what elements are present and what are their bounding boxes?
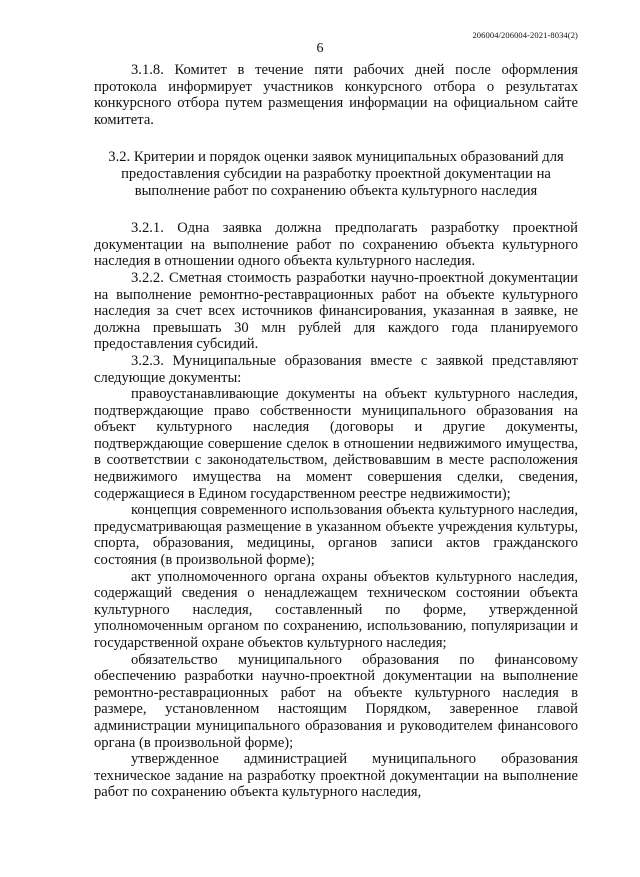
paragraph-3-2-2: 3.2.2. Сметная стоимость разработки научно-проектной документации на выполнение ремонтно-реставрационных работ на объекте культурного наследия за счет всех источников финансирования, указанная в заявке, не должна превышать 30 млн рублей для каждого года планируемого предоставления субсидий. xyxy=(94,269,578,353)
list-item-title-documents: правоустанавливающие документы на объект культурного наследия, подтверждающие право собственности муниципального образования на объект культурного наследия (договоры и другие документы, подтверждающие совершение сделок в отношении недвижимого имущества, в соответствии с законодательством, действовавшим в месте расположения недвижимого имущества на момент совершения сделки, сведения, содержащиеся в Едином государственном реестре недвижимости); xyxy=(94,386,578,502)
list-item-financing-obligation: обязательство муниципального образования по финансовому обеспечению разработки научно-проектной документации на выполнение ремонтно-реставрационных работ на объекте культурного наследия в размере, установленном настоящим Порядком, заверенное главой администрации муниципального образования и руководителем финансового органа (в произвольной форме); xyxy=(94,651,578,751)
document-body xyxy=(94,62,578,801)
list-item-usage-concept: концепция современного использования объекта культурного наследия, предусматривающая размещение в указанном объекте учреждения культуры, спорта, образования, медицины, органов записи актов гражданского состояния (в произвольной форме); xyxy=(94,502,578,569)
paragraph-3-2-3: 3.2.3. Муниципальные образования вместе с заявкой представляют следующие документы: xyxy=(94,352,578,386)
paragraph-3-2-1: 3.2.1. Одна заявка должна предполагать разработку проектной документации на выполнение работ по сохранению объекта культурного наследия в отношении одного объекта культурного наследия. xyxy=(94,220,578,270)
document-id: 206004/206004-2021-8034(2) xyxy=(472,30,578,40)
page-number: 6 xyxy=(316,41,324,56)
section-heading-3-2: 3.2. Критерии и порядок оценки заявок муниципальных образований для предоставления субсидии на разработку проектной документации на выполнение работ по сохранению объекта культурного наследия xyxy=(108,149,564,199)
list-item-condition-act: акт уполномоченного органа охраны объектов культурного наследия, содержащий сведения о ненадлежащем техническом состоянии объекта культурного наследия, составленный по форме, утвержденной уполномоченным органом по сохранению, использованию, популяризации и государственной охране объектов культурного наследия; xyxy=(94,568,578,651)
list-item-technical-assignment: утвержденное администрацией муниципального образования техническое задание на разработку проектной документации на выполнение работ по сохранению объекта культурного наследия, xyxy=(94,751,578,801)
paragraph-3-1-8: 3.1.8. Комитет в течение пяти рабочих дней после оформления протокола информирует участников конкурсного отбора о результатах конкурсного отбора путем размещения информации на официальном сайте комитета. xyxy=(94,62,578,128)
